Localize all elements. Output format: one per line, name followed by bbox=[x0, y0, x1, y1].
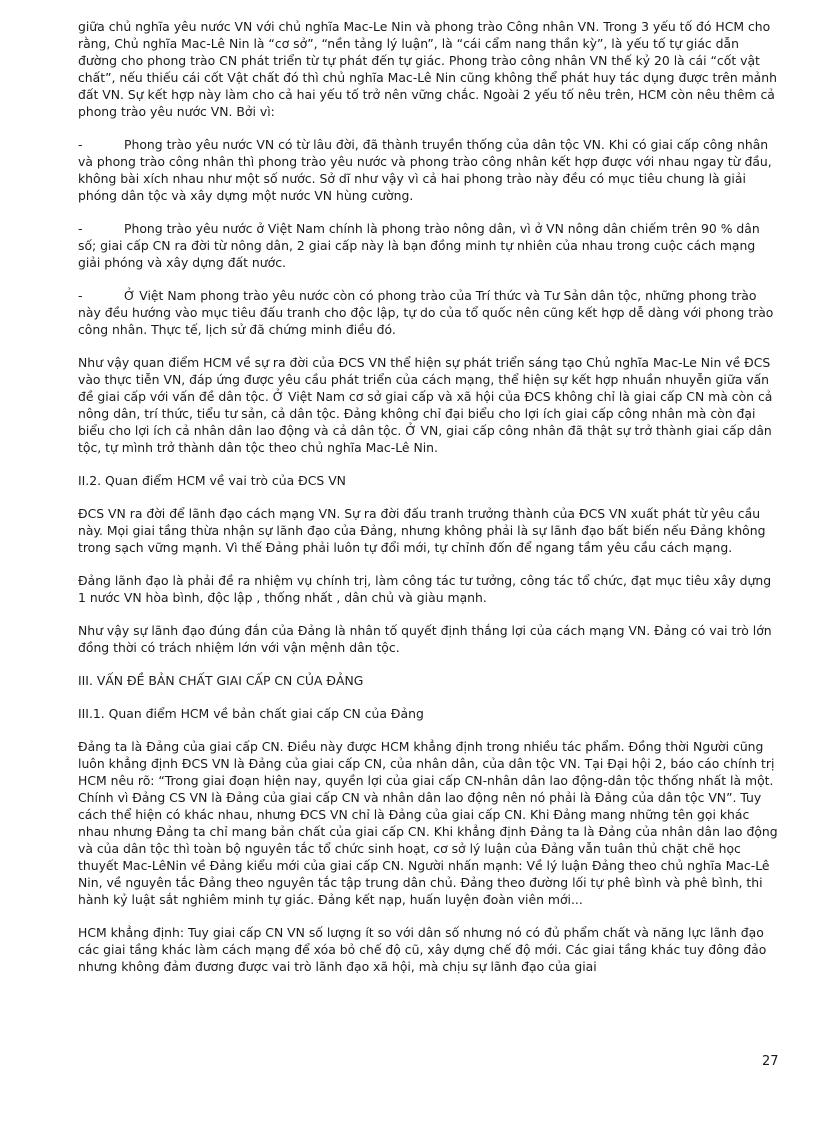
section-heading: II.2. Quan điểm HCM về vai trò của ĐCS VN bbox=[78, 473, 346, 488]
list-dash: - bbox=[78, 221, 83, 236]
list-item bbox=[78, 220, 778, 271]
list-dash: - bbox=[78, 288, 83, 303]
paragraph: ĐCS VN ra đời để lãnh đạo cách mạng VN. Sự ra đời đấu tranh trưởng thành của ĐCS VN xuất phát từ yêu cầu này. Mọi giai tầng thừa nhận sự lãnh đạo của Đảng, nhưng không phải là sự lãnh đạo bất biến nếu Đảng không trong sạch vững mạnh. Vì thế Đảng phải luôn tự đổi mới, tự chỉnh đốn để ngang tầm yêu cầu cách mạng. bbox=[78, 506, 766, 555]
paragraph: Như vậy quan điểm HCM về sự ra đời của ĐCS VN thể hiện sự phát triển sáng tạo Chủ nghĩa Mac-Le Nin về ĐCS vào thực tiễn VN, đáp ứng được yêu cầu phát triển của cách mạng, thể hiện sự kết hợp nhuần nhuyễn giữa vấn đề giai cấp với vấn đề dân tộc. Ở Việt Nam cơ sở giai cấp và xã hội của ĐCS không chỉ là giai cấp CN mà còn cả nông dân, trí thức, tiểu tư sản, cả dân tộc. Đảng không chỉ đại biểu cho lợi ích giai cấp công nhân mà còn đại biểu cho lợi ích cả nhân dân lao động và cả dân tộc. Ở VN, giai cấp công nhân đã thật sự trở thành giai cấp dân tộc, tự mình trở thành dân tộc theo chủ nghĩa Mac-Lê Nin. bbox=[78, 355, 773, 455]
paragraph: Đảng lãnh đạo là phải đề ra nhiệm vụ chính trị, làm công tác tư tưởng, công tác tổ chức, đạt mục tiêu xây dựng 1 nước VN hòa bình, độc lập , thống nhất , dân chủ và giàu mạnh. bbox=[78, 573, 772, 605]
paragraph: giữa chủ nghĩa yêu nước VN với chủ nghĩa Mac-Le Nin và phong trào Công nhân VN. Trong 3 yếu tố đó HCM cho rằng, Chủ nghĩa Mac-Lê Nin là “cơ sở”, “nền tảng lý luận”, là “cái cẩm nang thần kỳ”, là yếu tố tự giác dẫn đường cho phong trào CN phát triển từ tự phát đến tự giác. Phong trào công nhân VN thế kỷ 20 là cái “cốt vật chất”, nếu thiếu cái cốt Vật chất đó thì chủ nghĩa Mac-Lê Nin cũng không thể phát huy tác dụng được trên mảnh đất VN. Sự kết hợp này làm cho cả hai yếu tố trở nên vững chắc. Ngoài 2 yếu tố nêu trên, HCM còn nêu thêm cả phong trào yêu nước VN. Bởi vì: bbox=[78, 19, 777, 119]
paragraph: Như vậy sự lãnh đạo đúng đắn của Đảng là nhân tố quyết định thắng lợi của cách mạng VN. Đảng có vai trò lớn đồng thời có trách nhiệm lớn với vận mệnh dân tộc. bbox=[78, 623, 772, 655]
list-item bbox=[78, 287, 778, 338]
list-dash: - bbox=[78, 137, 83, 152]
paragraph: Đảng ta là Đảng của giai cấp CN. Điều này được HCM khẳng định trong nhiều tác phẩm. Đồng thời Người cũng luôn khẳng định ĐCS VN là Đảng của giai cấp CN, của nhân dân, của dân tộc VN. Tại Đại hội 2, báo cáo chính trị HCM nêu rõ: “Trong giai đoạn hiện nay, quyền lợi của giai cấp CN-nhân dân lao động-dân tộc thống nhất là một. Chính vì Đảng CS VN là Đảng của giai cấp CN và nhân dân lao động nên nó phải là Đảng của dân tộc VN”. Tuy cách thể hiện có khác nhau, nhưng ĐCS VN chỉ là Đảng của giai cấp CN. Khi Đảng mang những tên gọi khác nhau nhưng Đảng ta chỉ mang bản chất của giai cấp CN. Khi khẳng định Đảng ta là Đảng của nhân dân lao động và của dân tộc thì toàn bộ nguyên tắc tổ chức sinh hoạt, cơ sở lý luận của Đảng vẫn tuân thủ chặt chẽ học thuyết Mac-LêNin về Đảng kiểu mới của giai cấp CN. Người nhấn mạnh: Về lý luận Đảng theo chủ nghĩa Mac-Lê Nin, về nguyên tắc Đảng theo nguyên tắc tập trung dân chủ. Đảng theo đường lối tự phê bình và phê bình, thi hành kỷ luật sắt nghiêm minh tự giác. Đảng kết nạp, huấn luyện đoàn viên mới... bbox=[78, 739, 778, 907]
paragraph: HCM khẳng định: Tuy giai cấp CN VN số lượng ít so với dân số nhưng nó có đủ phẩm chất và năng lực lãnh đạo các giai tầng khác làm cách mạng để xóa bỏ chế độ cũ, xây dựng chế độ mới. Các giai tầng khác tuy đông đảo nhưng không đảm đương được vai trò lãnh đạo xã hội, mà chịu sự lãnh đạo của giai bbox=[78, 925, 767, 974]
list-item-text: Phong trào yêu nước ở Việt Nam chính là phong trào nông dân, vì ở VN nông dân chiếm trên 90 % dân số; giai cấp CN ra đời từ nông dân, 2 giai cấp này là bạn đồng minh tự nhiên của nhau trong cuộc cách mạng giải phóng và xây dựng đất nước. bbox=[78, 221, 760, 270]
list-item bbox=[78, 136, 778, 204]
page-number: 27 bbox=[762, 1054, 779, 1069]
subsection-heading: III.1. Quan điểm HCM về bản chất giai cấp CN của Đảng bbox=[78, 706, 424, 721]
list-item-text: Phong trào yêu nước VN có từ lâu đời, đã thành truyền thống của dân tộc VN. Khi có giai cấp công nhân và phong trào công nhân thì phong trào yêu nước và phong trào công nhân kết hợp được với nhau ngay từ đầu, không bài xích nhau như một số nước. Sở dĩ như vậy vì cả hai phong trào này đều có mục tiêu chung là giải phóng dân tộc và xây dựng một nước VN hùng cường. bbox=[78, 137, 772, 203]
list-item-text: Ở Việt Nam phong trào yêu nước còn có phong trào của Trí thức và Tư Sản dân tộc, những phong trào này đều hướng vào mục tiêu đấu tranh cho độc lập, tự do của tổ quốc nên cũng kết hợp dễ dàng với phong trào công nhân. Thực tế, lịch sử đã chứng minh điều đó. bbox=[78, 288, 774, 337]
section-heading: III. VẤN ĐỀ BẢN CHẤT GIAI CẤP CN CỦA ĐẢNG bbox=[78, 673, 364, 688]
document-page bbox=[78, 18, 778, 991]
